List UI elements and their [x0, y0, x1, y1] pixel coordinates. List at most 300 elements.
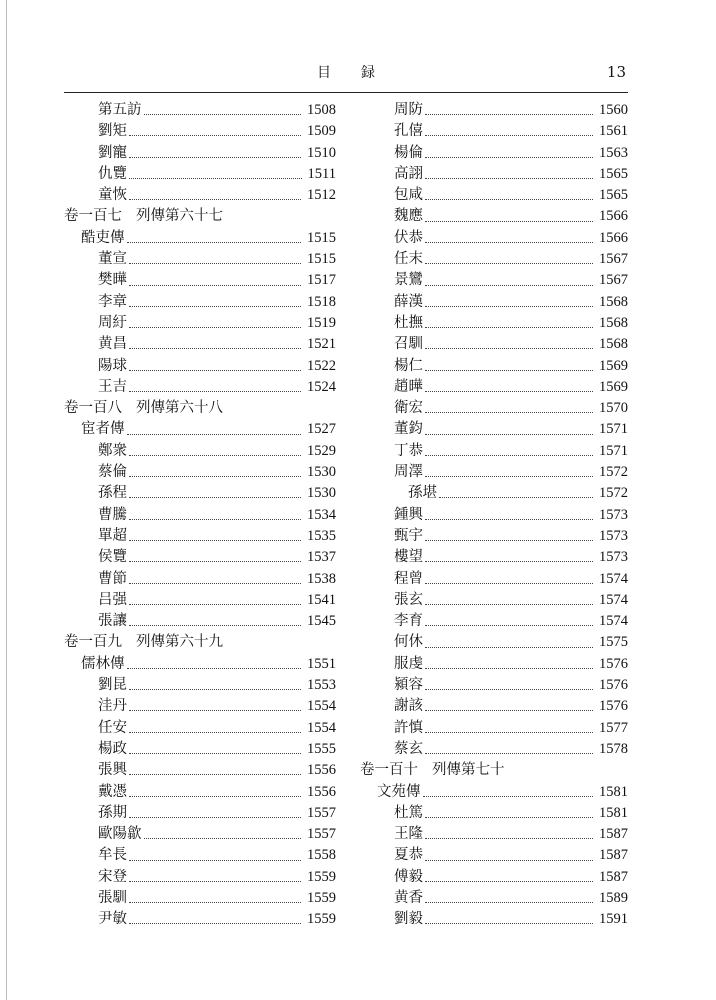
toc-entry [360, 547, 628, 568]
entry-name: 樊曄 [98, 272, 127, 289]
entry-name: 潁容 [394, 677, 423, 694]
entry-name: 伏恭 [394, 229, 423, 246]
toc-entry [360, 909, 628, 930]
entry-page-number: 1529 [307, 442, 336, 459]
entry-page-number: 1574 [599, 591, 628, 608]
dot-leader [439, 497, 593, 498]
toc-entry [360, 845, 628, 866]
entry-page-number: 1557 [307, 804, 336, 821]
page-edge [6, 0, 7, 1000]
entry-page-number: 1541 [307, 591, 336, 608]
dot-leader [425, 732, 593, 733]
entry-name: 劉昆 [98, 677, 127, 694]
entry-page-number: 1535 [307, 527, 336, 544]
entry-name: 張馴 [98, 889, 127, 906]
liezhuan-label: 列傳第六十八 [136, 400, 223, 417]
entry-name: 樓望 [394, 549, 423, 566]
dot-leader [425, 838, 593, 839]
toc-entry [360, 462, 628, 483]
entry-name: 謝該 [394, 698, 423, 715]
dot-leader [425, 263, 593, 264]
toc-entry [64, 675, 336, 696]
dot-leader [425, 242, 593, 243]
entry-name: 鍾興 [394, 506, 423, 523]
entry-page-number: 1581 [599, 783, 628, 800]
toc-entry [360, 718, 628, 739]
entry-page-number: 1568 [599, 293, 628, 310]
toc-entry [64, 547, 336, 568]
dot-leader [425, 519, 593, 520]
entry-name: 曹騰 [98, 506, 127, 523]
entry-page-number: 1522 [307, 357, 336, 374]
entry-name: 景鸞 [394, 272, 423, 289]
toc-entry [64, 143, 336, 164]
dot-leader [425, 561, 593, 562]
dot-leader [129, 583, 301, 584]
toc-category-entry [64, 419, 336, 440]
entry-name: 尹敏 [98, 911, 127, 928]
dot-leader [129, 178, 302, 179]
entry-name: 周紆 [98, 314, 127, 331]
toc-entry [64, 270, 336, 291]
toc-entry [64, 313, 336, 334]
dot-leader [425, 327, 593, 328]
dot-leader [129, 263, 301, 264]
toc-entry [360, 611, 628, 632]
dot-leader [425, 476, 593, 477]
dot-leader [425, 860, 593, 861]
dot-leader [129, 476, 301, 477]
entry-page-number: 1512 [307, 187, 336, 204]
entry-name: 王隆 [394, 826, 423, 843]
dot-leader [129, 860, 301, 861]
entry-name: 楊仁 [394, 357, 423, 374]
toc-category-entry [64, 654, 336, 675]
dot-leader [425, 157, 593, 158]
entry-name: 黄昌 [98, 336, 127, 353]
toc-entry [360, 569, 628, 590]
entry-page-number: 1518 [307, 293, 336, 310]
liezhuan-label: 列傳第七十 [432, 762, 505, 779]
juan-label: 卷一百九 [64, 634, 122, 651]
dot-leader [425, 540, 593, 541]
entry-name: 侯覽 [98, 549, 127, 566]
juan-label: 卷一百七 [64, 208, 122, 225]
entry-page-number: 1591 [599, 911, 628, 928]
dot-leader [129, 923, 301, 924]
entry-name: 包咸 [394, 187, 423, 204]
liezhuan-label: 列傳第六十九 [136, 634, 223, 651]
entry-name: 鄭衆 [98, 442, 127, 459]
dot-leader [129, 817, 301, 818]
toc-entry [360, 441, 628, 462]
entry-page-number: 1508 [307, 102, 336, 118]
entry-page-number: 1530 [307, 464, 336, 481]
entry-page-number: 1566 [599, 208, 628, 225]
toc-entry [64, 292, 336, 313]
entry-page-number: 1581 [599, 804, 628, 821]
entry-page-number: 1538 [307, 570, 336, 587]
entry-page-number: 1571 [599, 442, 628, 459]
entry-name: 劉寵 [98, 144, 127, 161]
entry-page-number: 1574 [599, 613, 628, 630]
toc-entry [64, 164, 336, 185]
toc-entry [360, 505, 628, 526]
entry-page-number: 1530 [307, 485, 336, 502]
dot-leader [129, 625, 301, 626]
entry-name: 宋登 [98, 868, 127, 885]
dot-leader [129, 796, 301, 797]
dot-leader [425, 817, 593, 818]
toc-entry [64, 334, 336, 355]
entry-name: 周澤 [394, 464, 423, 481]
dot-leader [127, 434, 302, 435]
toc-entry [360, 164, 628, 185]
section-heading [64, 632, 336, 653]
entry-page-number: 1537 [307, 549, 336, 566]
dot-leader [425, 625, 593, 626]
toc-entry [64, 760, 336, 781]
entry-page-number: 1515 [307, 229, 336, 246]
dot-leader [425, 455, 593, 456]
toc-entry [64, 185, 336, 206]
entry-name: 戴憑 [98, 783, 127, 800]
entry-name: 單超 [98, 527, 127, 544]
entry-page-number: 1568 [599, 314, 628, 331]
dot-leader [425, 391, 593, 392]
toc-entry [360, 334, 628, 355]
toc-entry [64, 803, 336, 824]
juan-label: 卷一百十 [360, 762, 418, 779]
dot-leader [425, 114, 593, 115]
dot-leader [425, 412, 593, 413]
entry-name: 陽球 [98, 357, 127, 374]
toc-entry [360, 228, 628, 249]
dot-leader [129, 135, 301, 136]
toc-entry [360, 249, 628, 270]
toc-entry [360, 824, 628, 845]
toc-entry [360, 888, 628, 909]
toc-entry [360, 675, 628, 696]
dot-leader [127, 242, 302, 243]
entry-page-number: 1510 [307, 144, 336, 161]
toc-entry [64, 441, 336, 462]
dot-leader [425, 285, 593, 286]
toc-entry [64, 569, 336, 590]
entry-name: 曹節 [98, 570, 127, 587]
running-header-title: 目録 [317, 65, 405, 81]
toc-entry [360, 419, 628, 440]
entry-page-number: 1577 [599, 719, 628, 736]
entry-page-number: 1573 [599, 549, 628, 566]
dot-leader [129, 689, 301, 690]
toc-entry [360, 313, 628, 334]
entry-page-number: 1556 [307, 762, 336, 779]
entry-page-number: 1571 [599, 421, 628, 438]
entry-page-number: 1587 [599, 826, 628, 843]
section-heading [64, 398, 336, 419]
dot-leader [425, 221, 593, 222]
entry-page-number: 1554 [307, 698, 336, 715]
entry-page-number: 1524 [307, 378, 336, 395]
entry-name: 蔡玄 [394, 740, 423, 757]
entry-name: 周防 [394, 102, 423, 118]
toc-category-entry [360, 782, 628, 803]
entry-page-number: 1560 [599, 102, 628, 118]
entry-page-number: 1527 [307, 421, 336, 438]
toc-entry [64, 121, 336, 142]
entry-page-number: 1587 [599, 868, 628, 885]
entry-name: 孫程 [98, 485, 127, 502]
entry-name: 程曾 [394, 570, 423, 587]
entry-name: 吕强 [98, 591, 127, 608]
dot-leader [423, 796, 594, 797]
dot-leader [425, 306, 593, 307]
entry-page-number: 1565 [599, 187, 628, 204]
toc-entry [360, 185, 628, 206]
entry-page-number: 1554 [307, 719, 336, 736]
dot-leader [129, 710, 301, 711]
toc-entry [360, 696, 628, 717]
entry-page-number: 1519 [307, 314, 336, 331]
entry-name: 魏應 [394, 208, 423, 225]
entry-name: 張興 [98, 762, 127, 779]
dot-leader [425, 902, 593, 903]
toc-entry [64, 782, 336, 803]
toc-entry [360, 377, 628, 398]
dot-leader [425, 668, 593, 669]
dot-leader [425, 647, 593, 648]
dot-leader [127, 668, 302, 669]
entry-name: 孫堪 [408, 485, 437, 502]
toc-entry [360, 739, 628, 760]
dot-leader [425, 881, 593, 882]
entry-name: 劉矩 [98, 123, 127, 140]
toc-entry [64, 739, 336, 760]
dot-leader [425, 604, 593, 605]
toc-entry [360, 356, 628, 377]
entry-name: 牟長 [98, 847, 127, 864]
entry-page-number: 1569 [599, 357, 628, 374]
entry-name: 召馴 [394, 336, 423, 353]
entry-page-number: 1563 [599, 144, 628, 161]
entry-page-number: 1573 [599, 527, 628, 544]
entry-name: 傅毅 [394, 868, 423, 885]
entry-page-number: 1559 [307, 868, 336, 885]
entry-name: 張讓 [98, 613, 127, 630]
entry-page-number: 1561 [599, 123, 628, 140]
entry-page-number: 1557 [307, 826, 336, 843]
entry-name: 張玄 [394, 591, 423, 608]
entry-name: 李章 [98, 293, 127, 310]
entry-page-number: 1589 [599, 889, 628, 906]
toc-category-entry [64, 228, 336, 249]
dot-leader [129, 881, 301, 882]
toc-entry [64, 483, 336, 504]
entry-page-number: 1568 [599, 336, 628, 353]
entry-page-number: 1555 [307, 740, 336, 757]
toc-entry [360, 143, 628, 164]
toc-entry [64, 867, 336, 888]
toc-entry [64, 845, 336, 866]
toc-entry [64, 377, 336, 398]
entry-page-number: 1515 [307, 251, 336, 268]
toc-right-column [360, 100, 628, 931]
dot-leader [129, 902, 301, 903]
section-heading [360, 760, 628, 781]
entry-name: 杜篤 [394, 804, 423, 821]
entry-page-number: 1511 [307, 165, 336, 182]
dot-leader [129, 306, 301, 307]
toc-entry [360, 590, 628, 611]
entry-name: 歐陽歙 [98, 826, 142, 843]
entry-page-number: 1517 [307, 272, 336, 289]
dot-leader [129, 157, 301, 158]
dot-leader [425, 689, 593, 690]
dot-leader [129, 285, 301, 286]
entry-page-number: 1574 [599, 570, 628, 587]
toc-entry [64, 505, 336, 526]
entry-name: 王吉 [98, 378, 127, 395]
entry-page-number: 1509 [307, 123, 336, 140]
toc-left-column [64, 100, 336, 931]
dot-leader [129, 732, 301, 733]
toc-entry [360, 121, 628, 142]
toc-entry [360, 654, 628, 675]
entry-name: 趙曄 [394, 378, 423, 395]
entry-name: 高詡 [394, 165, 423, 182]
dot-leader [129, 391, 301, 392]
dot-leader [129, 199, 301, 200]
entry-name: 衛宏 [394, 400, 423, 417]
liezhuan-label: 列傳第六十七 [136, 208, 223, 225]
dot-leader [129, 753, 301, 754]
toc-entry [64, 824, 336, 845]
entry-name: 董宣 [98, 251, 127, 268]
dot-leader [425, 348, 593, 349]
dot-leader [129, 604, 301, 605]
dot-leader [129, 561, 301, 562]
entry-name: 杜撫 [394, 314, 423, 331]
toc-entry [64, 526, 336, 547]
toc-entry [64, 888, 336, 909]
dot-leader [144, 838, 302, 839]
dot-leader [425, 434, 593, 435]
entry-page-number: 1534 [307, 506, 336, 523]
entry-name: 仇覽 [98, 165, 127, 182]
dot-leader [425, 370, 593, 371]
toc-entry [64, 590, 336, 611]
toc-entry [360, 100, 628, 121]
dot-leader [129, 497, 301, 498]
entry-page-number: 1556 [307, 783, 336, 800]
entry-name: 楊政 [98, 740, 127, 757]
entry-page-number: 1587 [599, 847, 628, 864]
toc-entry [64, 462, 336, 483]
entry-page-number: 1551 [307, 655, 336, 672]
dot-leader [129, 774, 301, 775]
entry-name: 任安 [98, 719, 127, 736]
dot-leader [425, 199, 593, 200]
entry-page-number: 1576 [599, 677, 628, 694]
dot-leader [425, 583, 593, 584]
toc-entry [360, 483, 628, 504]
entry-name: 儒林傳 [81, 655, 125, 672]
entry-page-number: 1575 [599, 634, 628, 651]
entry-name: 孔僖 [394, 123, 423, 140]
dot-leader [129, 519, 301, 520]
dot-leader [425, 753, 593, 754]
entry-name: 劉毅 [394, 911, 423, 928]
entry-name: 丁恭 [394, 442, 423, 459]
toc-entry [64, 100, 336, 121]
entry-page-number: 1521 [307, 336, 336, 353]
header-rule [64, 92, 628, 93]
toc-entry [360, 867, 628, 888]
dot-leader [425, 923, 593, 924]
entry-page-number: 1570 [599, 400, 628, 417]
page-number: 13 [606, 63, 626, 81]
entry-page-number: 1545 [307, 613, 336, 630]
dot-leader [129, 540, 301, 541]
entry-name: 黄香 [394, 889, 423, 906]
entry-name: 薛漢 [394, 293, 423, 310]
toc-entry [64, 909, 336, 930]
entry-name: 服虔 [394, 655, 423, 672]
entry-name: 何休 [394, 634, 423, 651]
entry-page-number: 1559 [307, 911, 336, 928]
entry-name: 童恢 [98, 187, 127, 204]
entry-name: 孫期 [98, 804, 127, 821]
entry-page-number: 1572 [599, 485, 628, 502]
entry-name: 許慎 [394, 719, 423, 736]
entry-page-number: 1569 [599, 378, 628, 395]
entry-name: 董鈞 [394, 421, 423, 438]
entry-name: 蔡倫 [98, 464, 127, 481]
toc-entry [360, 398, 628, 419]
entry-name: 文苑傳 [377, 783, 421, 800]
entry-page-number: 1565 [599, 165, 628, 182]
section-heading [64, 206, 336, 227]
entry-page-number: 1576 [599, 698, 628, 715]
entry-page-number: 1572 [599, 464, 628, 481]
entry-page-number: 1573 [599, 506, 628, 523]
entry-name: 楊倫 [394, 144, 423, 161]
toc-entry [360, 206, 628, 227]
entry-name: 酷吏傳 [81, 229, 125, 246]
entry-name: 洼丹 [98, 698, 127, 715]
entry-name: 夏恭 [394, 847, 423, 864]
dot-leader [129, 455, 301, 456]
entry-name: 第五訪 [98, 102, 142, 118]
entry-page-number: 1567 [599, 251, 628, 268]
toc-entry [360, 632, 628, 653]
dot-leader [425, 178, 593, 179]
entry-name: 宦者傳 [81, 421, 125, 438]
entry-name: 任末 [394, 251, 423, 268]
toc-entry [64, 718, 336, 739]
toc-entry [360, 270, 628, 291]
juan-label: 卷一百八 [64, 400, 122, 417]
entry-page-number: 1566 [599, 229, 628, 246]
toc-entry [64, 356, 336, 377]
entry-page-number: 1576 [599, 655, 628, 672]
dot-leader [129, 327, 301, 328]
dot-leader [129, 348, 301, 349]
entry-page-number: 1558 [307, 847, 336, 864]
dot-leader [425, 135, 593, 136]
toc-entry [360, 292, 628, 313]
